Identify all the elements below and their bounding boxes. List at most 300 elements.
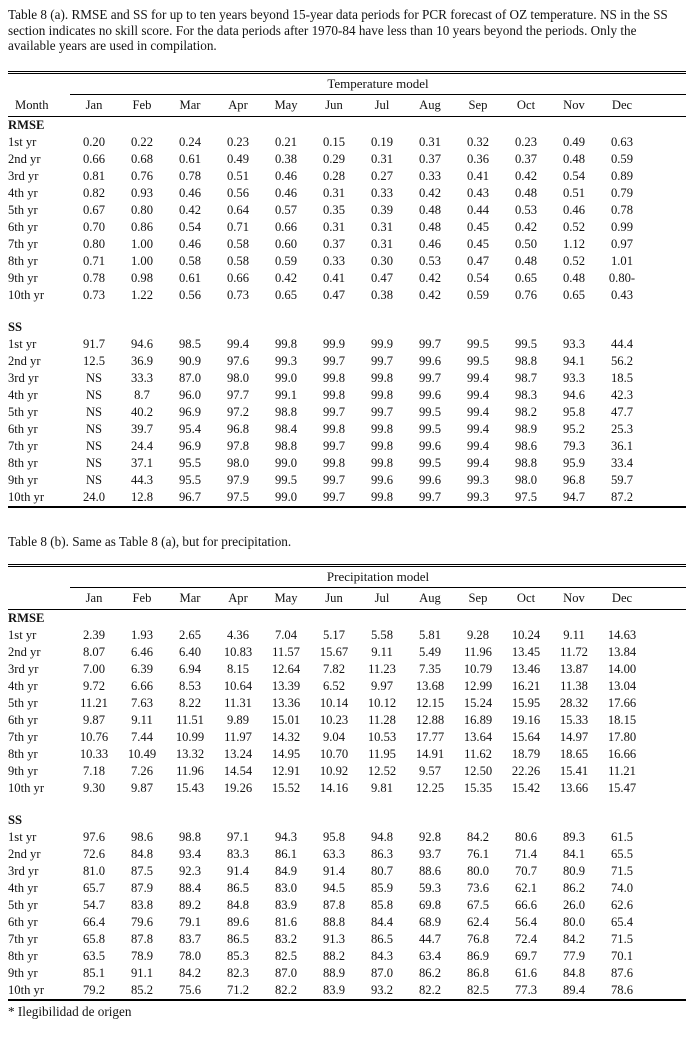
value-cell: 87.8 (322, 898, 346, 913)
value-cell: 0.46 (274, 168, 298, 183)
value-cell: 95.9 (562, 455, 586, 470)
value-cell: 89.2 (178, 898, 202, 913)
filler-cell (646, 185, 686, 202)
month-header: Jan (70, 94, 118, 116)
value-cell: 79.6 (130, 915, 154, 930)
value-cell: 0.38 (274, 151, 298, 166)
value-cell: 63.5 (82, 949, 106, 964)
table-a-caption: Table 8 (a). RMSE and SS for up to ten years beyond 15-year data periods for PCR forecast of OZ temperature. NS in the SS section indicates no skill score. For the data periods after 1970-84 have less than 10 years beyond the periods. Only the available years are used in compilation. (8, 7, 668, 54)
value-cell: 0.42 (178, 202, 202, 217)
value-cell: 33.3 (130, 370, 154, 385)
filler-cell (646, 863, 686, 880)
value-cell: 0.56 (226, 185, 250, 200)
filler-cell (646, 627, 686, 644)
table-row (8, 678, 686, 695)
value-cell: 96.9 (178, 404, 202, 419)
value-cell: 0.31 (370, 236, 394, 251)
value-cell: 86.5 (370, 932, 394, 947)
value-cell: 16.89 (463, 713, 493, 728)
value-cell: 84.8 (562, 966, 586, 981)
value-cell: 66.6 (514, 898, 538, 913)
value-cell: 96.7 (178, 489, 202, 504)
filler-cell (646, 387, 686, 404)
value-cell: 72.4 (514, 932, 538, 947)
value-cell: 91.1 (130, 966, 154, 981)
value-cell: 14.97 (559, 730, 589, 745)
value-cell: 99.8 (370, 455, 394, 470)
value-cell: 0.46 (178, 185, 202, 200)
model-header: Precipitation model (70, 566, 686, 588)
value-cell: 6.40 (178, 645, 202, 660)
value-cell: 13.39 (271, 679, 301, 694)
value-cell: 99.4 (466, 455, 490, 470)
value-cell: 0.56 (178, 287, 202, 302)
value-cell: 99.8 (370, 489, 394, 504)
value-cell: 11.28 (368, 713, 396, 728)
value-cell: 24.0 (82, 489, 106, 504)
filler-cell (646, 455, 686, 472)
value-cell: 12.8 (130, 489, 154, 504)
table-row (8, 948, 686, 965)
table-row (8, 185, 686, 202)
value-cell: 99.4 (226, 336, 250, 351)
value-cell: 99.7 (418, 489, 442, 504)
value-cell: 99.9 (370, 336, 394, 351)
value-cell: 14.32 (271, 730, 301, 745)
value-cell: 99.8 (322, 370, 346, 385)
value-cell: 0.21 (274, 134, 298, 149)
value-cell: 59.7 (610, 472, 634, 487)
value-cell: 0.59 (466, 287, 490, 302)
value-cell: 13.64 (463, 730, 493, 745)
value-cell: 99.5 (514, 336, 538, 351)
value-cell: 1.93 (130, 628, 154, 643)
row-label: 9th yr (8, 966, 38, 981)
table-row (8, 370, 686, 387)
value-cell: 6.66 (130, 679, 154, 694)
value-cell: 99.7 (322, 472, 346, 487)
table-row (8, 353, 686, 370)
month-header: May (262, 588, 310, 610)
value-cell: 15.52 (271, 781, 301, 796)
value-cell: 13.87 (559, 662, 589, 677)
value-cell: 9.97 (370, 679, 394, 694)
value-cell: 12.15 (415, 696, 445, 711)
value-cell: 0.46 (178, 236, 202, 251)
month-header: Aug (406, 94, 454, 116)
value-cell: 0.51 (226, 168, 250, 183)
row-label: 4th yr (8, 185, 38, 200)
value-cell: 12.64 (271, 662, 301, 677)
value-cell: 99.7 (370, 404, 394, 419)
value-cell: NS (85, 421, 103, 436)
value-cell: 74.0 (610, 881, 634, 896)
value-cell: 86.9 (466, 949, 490, 964)
value-cell: 0.31 (322, 219, 346, 234)
value-cell: 9.57 (418, 764, 442, 779)
value-cell: 94.6 (130, 336, 154, 351)
value-cell: 16.66 (607, 747, 637, 762)
model-header-row (8, 566, 686, 588)
value-cell: 0.73 (82, 287, 106, 302)
value-cell: 85.8 (370, 898, 394, 913)
value-cell: 0.42 (418, 185, 442, 200)
value-cell: 98.8 (178, 830, 202, 845)
value-cell: 13.84 (607, 645, 637, 660)
value-cell: 0.65 (562, 287, 586, 302)
table-row (8, 219, 686, 236)
value-cell: 16.21 (511, 679, 541, 694)
value-cell: 0.54 (466, 270, 490, 285)
row-label: 7th yr (8, 236, 38, 251)
value-cell: 88.4 (178, 881, 202, 896)
value-cell: 0.37 (418, 151, 442, 166)
value-cell: 89.3 (562, 830, 586, 845)
value-cell: 14.16 (319, 781, 349, 796)
value-cell: 0.31 (322, 185, 346, 200)
value-cell: NS (85, 472, 103, 487)
value-cell: 0.37 (514, 151, 538, 166)
footnote: * Ilegibilidad de origen (8, 1004, 132, 1020)
value-cell: 99.1 (274, 387, 298, 402)
month-header: Mar (166, 588, 214, 610)
value-cell: 83.2 (274, 932, 298, 947)
value-cell: 62.4 (466, 915, 490, 930)
value-cell: 36.1 (610, 438, 634, 453)
value-cell: 17.66 (607, 696, 637, 711)
value-cell: 13.45 (511, 645, 541, 660)
value-cell: 2.65 (178, 628, 202, 643)
value-cell: 95.5 (178, 455, 202, 470)
value-cell: 8.7 (134, 387, 150, 402)
value-cell: 98.8 (274, 438, 298, 453)
value-cell: 1.12 (562, 236, 586, 251)
value-cell: 99.4 (466, 404, 490, 419)
value-cell: 1.22 (130, 287, 154, 302)
filler-cell (646, 948, 686, 965)
value-cell: 99.8 (322, 421, 346, 436)
table-row (8, 627, 686, 644)
value-cell: 0.78 (82, 270, 106, 285)
value-cell: 10.83 (223, 645, 253, 660)
value-cell: 9.72 (82, 679, 106, 694)
value-cell: 10.99 (175, 730, 205, 745)
row-label: 2nd yr (8, 151, 41, 166)
value-cell: 80.9 (562, 864, 586, 879)
table-row (8, 914, 686, 931)
value-cell: 84.2 (466, 830, 490, 845)
table-row (8, 404, 686, 421)
value-cell: 97.2 (226, 404, 250, 419)
table-row (8, 253, 686, 270)
value-cell: 0.47 (466, 253, 490, 268)
value-cell: NS (85, 438, 103, 453)
month-header: Mar (166, 94, 214, 116)
value-cell: 0.22 (130, 134, 154, 149)
value-cell: 99.4 (466, 438, 490, 453)
value-cell: 0.80- (608, 270, 636, 285)
value-cell: 97.7 (226, 387, 250, 402)
value-cell: 72.6 (82, 847, 106, 862)
value-cell: 0.51 (562, 185, 586, 200)
section-label-row (8, 812, 686, 829)
value-cell: 22.26 (511, 764, 541, 779)
value-cell: 0.58 (178, 253, 202, 268)
value-cell: 0.70 (82, 219, 106, 234)
filler-cell (646, 353, 686, 370)
value-cell: 85.1 (82, 966, 106, 981)
value-cell: 13.32 (175, 747, 205, 762)
value-cell: 85.3 (226, 949, 250, 964)
table-row (8, 644, 686, 661)
value-cell: 76.1 (466, 847, 490, 862)
value-cell: 7.82 (322, 662, 346, 677)
value-cell: 88.8 (322, 915, 346, 930)
value-cell: 85.9 (370, 881, 394, 896)
table-b-caption: Table 8 (b). Same as Table 8 (a), but for precipitation. (8, 533, 292, 549)
value-cell: 0.59 (274, 253, 298, 268)
value-cell: 14.63 (607, 628, 637, 643)
value-cell: 99.5 (466, 353, 490, 368)
value-cell: 0.46 (274, 185, 298, 200)
value-cell: 42.3 (610, 387, 634, 402)
value-cell: 10.79 (463, 662, 493, 677)
value-cell: 7.26 (130, 764, 154, 779)
value-cell: 14.00 (607, 662, 637, 677)
value-cell: 8.07 (82, 645, 106, 660)
value-cell: 65.4 (610, 915, 634, 930)
month-header: Jul (358, 94, 406, 116)
value-cell: 88.9 (322, 966, 346, 981)
value-cell: 83.3 (226, 847, 250, 862)
month-header: Jun (310, 588, 358, 610)
value-cell: 9.11 (131, 713, 153, 728)
value-cell: 0.68 (130, 151, 154, 166)
value-cell: 18.5 (610, 370, 634, 385)
value-cell: 0.61 (178, 151, 202, 166)
row-label: 5th yr (8, 696, 38, 711)
value-cell: 79.3 (562, 438, 586, 453)
row-label: 8th yr (8, 747, 38, 762)
value-cell: 0.39 (370, 202, 394, 217)
value-cell: 99.5 (274, 472, 298, 487)
value-cell: 98.7 (514, 370, 538, 385)
value-cell: 93.2 (370, 983, 394, 998)
row-label: 9th yr (8, 472, 38, 487)
filler-cell (646, 746, 686, 763)
table-row (8, 387, 686, 404)
value-cell: 0.38 (370, 287, 394, 302)
row-label: 3rd yr (8, 168, 39, 183)
table-row (8, 151, 686, 168)
month-header: Feb (118, 94, 166, 116)
value-cell: 26.0 (562, 898, 586, 913)
value-cell: 89.4 (562, 983, 586, 998)
row-label: 1st yr (8, 336, 37, 351)
month-header: Oct (502, 94, 550, 116)
value-cell: 98.3 (514, 387, 538, 402)
value-cell: 44.4 (610, 336, 634, 351)
value-cell: 99.0 (274, 489, 298, 504)
value-cell: 91.7 (82, 336, 106, 351)
value-cell: 99.5 (418, 404, 442, 419)
value-cell: 86.5 (226, 881, 250, 896)
value-cell: 0.65 (274, 287, 298, 302)
value-cell: 13.68 (415, 679, 445, 694)
filler-cell (646, 489, 686, 507)
value-cell: 13.04 (607, 679, 637, 694)
value-cell: 98.6 (130, 830, 154, 845)
value-cell: 0.67 (82, 202, 106, 217)
value-cell: 88.6 (418, 864, 442, 879)
value-cell: 0.43 (610, 287, 634, 302)
value-cell: 0.48 (562, 270, 586, 285)
row-label: 8th yr (8, 253, 38, 268)
value-cell: 94.6 (562, 387, 586, 402)
section-label: SS (8, 813, 23, 828)
value-cell: 65.5 (610, 847, 634, 862)
row-label: 1st yr (8, 134, 37, 149)
table-row (8, 897, 686, 914)
model-header: Temperature model (70, 72, 686, 94)
filler-cell (646, 404, 686, 421)
value-cell: 8.53 (178, 679, 202, 694)
value-cell: 9.28 (466, 628, 490, 643)
value-cell: 84.2 (562, 932, 586, 947)
value-cell: 86.2 (562, 881, 586, 896)
value-cell: 14.95 (271, 747, 301, 762)
value-cell: 7.44 (130, 730, 154, 745)
value-cell: 94.8 (370, 830, 394, 845)
value-cell: 99.4 (466, 370, 490, 385)
value-cell: 95.8 (562, 404, 586, 419)
value-cell: 62.6 (610, 898, 634, 913)
value-cell: 0.20 (82, 134, 106, 149)
value-cell: 0.35 (322, 202, 346, 217)
row-label: 1st yr (8, 628, 37, 643)
value-cell: 90.9 (178, 353, 202, 368)
row-label: 7th yr (8, 932, 38, 947)
value-cell: 36.9 (130, 353, 154, 368)
value-cell: 0.46 (562, 202, 586, 217)
value-cell: 0.48 (562, 151, 586, 166)
value-cell: 99.5 (466, 336, 490, 351)
value-cell: 5.58 (370, 628, 394, 643)
value-cell: 94.7 (562, 489, 586, 504)
filler-cell (646, 661, 686, 678)
value-cell: 71.2 (226, 983, 250, 998)
value-cell: 15.43 (175, 781, 205, 796)
value-cell: 0.41 (322, 270, 346, 285)
row-label: 7th yr (8, 730, 38, 745)
value-cell: 0.54 (562, 168, 586, 183)
value-cell: 0.49 (562, 134, 586, 149)
value-cell: 99.8 (370, 387, 394, 402)
value-cell: 82.2 (418, 983, 442, 998)
value-cell: 9.30 (82, 781, 106, 796)
value-cell: 94.5 (322, 881, 346, 896)
value-cell: 88.2 (322, 949, 346, 964)
value-cell: 15.95 (511, 696, 541, 711)
value-cell: 11.97 (224, 730, 252, 745)
row-label: 9th yr (8, 764, 38, 779)
value-cell: 0.46 (418, 236, 442, 251)
value-cell: 0.42 (514, 168, 538, 183)
value-cell: 0.19 (370, 134, 394, 149)
table-row (8, 880, 686, 897)
value-cell: 0.32 (466, 134, 490, 149)
value-cell: 5.17 (322, 628, 346, 643)
value-cell: 99.6 (418, 472, 442, 487)
value-cell: 99.0 (274, 455, 298, 470)
table-row (8, 780, 686, 797)
value-cell: 17.77 (415, 730, 445, 745)
filler-cell (646, 965, 686, 982)
value-cell: 99.7 (322, 404, 346, 419)
value-cell: 10.12 (367, 696, 397, 711)
value-cell: 81.0 (82, 864, 106, 879)
value-cell: 0.47 (322, 287, 346, 302)
table-row (8, 270, 686, 287)
month-header: Jan (70, 588, 118, 610)
value-cell: 83.0 (274, 881, 298, 896)
value-cell: 80.7 (370, 864, 394, 879)
value-cell: 15.67 (319, 645, 349, 660)
value-cell: 40.2 (130, 404, 154, 419)
spacer-cell (8, 797, 686, 812)
value-cell: 87.8 (130, 932, 154, 947)
value-cell: 96.8 (562, 472, 586, 487)
value-cell: 0.89 (610, 168, 634, 183)
value-cell: 44.3 (130, 472, 154, 487)
value-cell: 15.35 (463, 781, 493, 796)
value-cell: 99.8 (370, 438, 394, 453)
value-cell: 69.7 (514, 949, 538, 964)
value-cell: 0.65 (514, 270, 538, 285)
value-cell: 97.1 (226, 830, 250, 845)
value-cell: 71.5 (610, 864, 634, 879)
row-label: 10th yr (8, 489, 45, 504)
value-cell: 0.86 (130, 219, 154, 234)
value-cell: 13.46 (511, 662, 541, 677)
month-header: Nov (550, 94, 598, 116)
row-label: 6th yr (8, 915, 38, 930)
table-row (8, 695, 686, 712)
section-label-row (8, 319, 686, 336)
value-cell: 9.11 (563, 628, 585, 643)
value-cell: 95.8 (322, 830, 346, 845)
value-cell: 82.3 (226, 966, 250, 981)
value-cell: 87.0 (178, 370, 202, 385)
value-cell: 11.38 (560, 679, 588, 694)
value-cell: 0.53 (514, 202, 538, 217)
value-cell: 86.8 (466, 966, 490, 981)
row-label: 5th yr (8, 898, 38, 913)
value-cell: 97.6 (82, 830, 106, 845)
value-cell: 99.7 (418, 336, 442, 351)
filler-cell (646, 678, 686, 695)
value-cell: 62.1 (514, 881, 538, 896)
value-cell: 71.4 (514, 847, 538, 862)
month-header: Nov (550, 588, 598, 610)
value-cell: 7.00 (82, 662, 106, 677)
value-cell: 9.11 (371, 645, 393, 660)
table-row (8, 829, 686, 846)
value-cell: 84.9 (274, 864, 298, 879)
value-cell: 10.49 (127, 747, 157, 762)
value-cell: 79.1 (178, 915, 202, 930)
month-header: Sep (454, 588, 502, 610)
